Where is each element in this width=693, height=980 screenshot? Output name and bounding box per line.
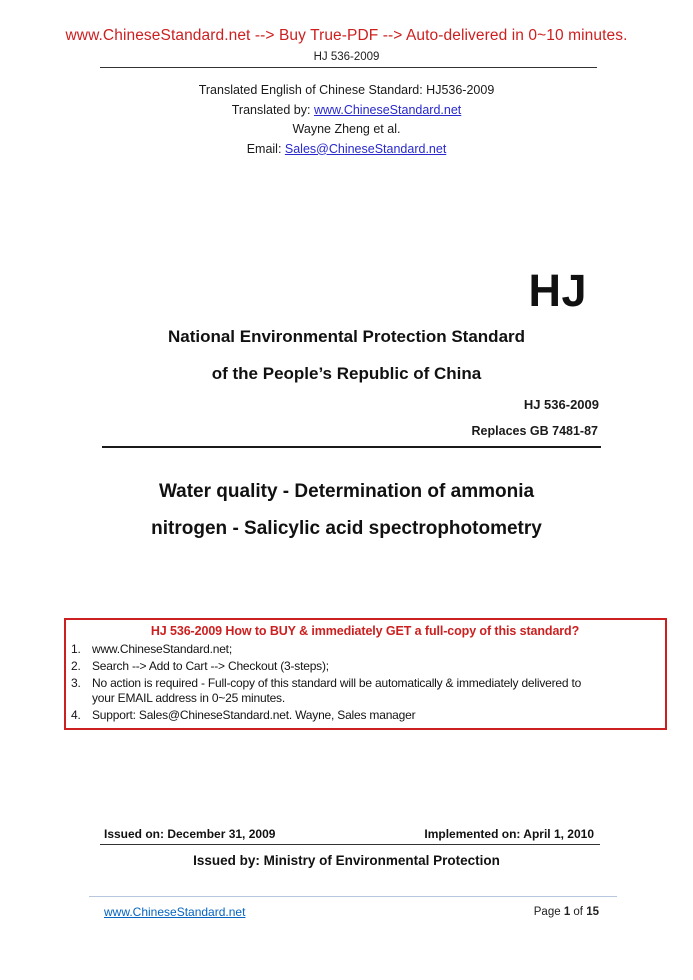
issued-by-label: Issued by: Ministry of Environmental Protection xyxy=(193,853,500,868)
header-divider xyxy=(100,67,597,68)
buy-instructions-box xyxy=(64,618,667,730)
translation-line2 xyxy=(0,101,693,121)
email-link[interactable]: Sales@ChineseStandard.net xyxy=(284,141,447,156)
buy-step-2 xyxy=(71,659,659,674)
implemented-on-label: Implemented on: April 1, 2010 xyxy=(424,827,594,841)
page-indicator xyxy=(534,906,599,918)
translation-block xyxy=(0,81,693,159)
buy-step-3-text: No action is required - Full-copy of this standard will be automatically & immediately delivered to your EMAIL address in 0~25 minutes. xyxy=(92,676,582,705)
buy-step-1-number: 1. xyxy=(71,642,81,656)
buy-step-3 xyxy=(71,676,659,706)
translator-names: Wayne Zheng et al. xyxy=(292,122,401,136)
footer-link[interactable]: www.ChineseStandard.net xyxy=(104,905,246,919)
page-of-label: of xyxy=(570,906,587,918)
issue-divider xyxy=(100,844,600,845)
page-label: Page xyxy=(533,906,564,918)
buy-step-1 xyxy=(71,642,659,657)
buy-step-1-text: www.ChineseStandard.net; xyxy=(92,642,232,656)
buy-step-2-number: 2. xyxy=(71,659,81,673)
doc-code-header: HJ 536-2009 xyxy=(313,51,380,63)
buy-step-4 xyxy=(71,708,659,723)
buy-box-title: HJ 536-2009 How to BUY & immediately GET a full-copy of this standard? xyxy=(150,624,580,638)
translation-line4 xyxy=(0,140,693,160)
issued-on-label: Issued on: December 31, 2009 xyxy=(104,827,276,841)
page-number: 1 xyxy=(563,906,571,918)
footer-divider xyxy=(89,896,617,897)
email-label: Email: xyxy=(246,141,285,156)
buy-step-4-number: 4. xyxy=(71,708,81,722)
buy-step-4-text: Support: Sales@ChineseStandard.net. Wayne, Sales manager xyxy=(92,708,416,722)
standard-code: HJ 536-2009 xyxy=(523,397,599,412)
doc-title-line1: Water quality - Determination of ammonia xyxy=(158,481,535,502)
standard-logo: HJ xyxy=(528,265,587,316)
translated-by-label: Translated by: xyxy=(231,102,314,117)
translation-line1: Translated English of Chinese Standard: HJ536-2009 xyxy=(198,83,495,97)
org-name-line1: National Environmental Protection Standard xyxy=(167,327,526,346)
doc-title-line2: nitrogen - Salicylic acid spectrophotometry xyxy=(151,518,542,539)
promo-banner: www.ChineseStandard.net --> Buy True-PDF --> Auto-delivered in 0~10 minutes. xyxy=(65,27,628,44)
buy-step-2-text: Search --> Add to Cart --> Checkout (3-steps); xyxy=(92,659,329,673)
page-total: 15 xyxy=(586,906,599,918)
replaces-note: Replaces GB 7481-87 xyxy=(471,424,598,438)
buy-step-3-number: 3. xyxy=(71,676,81,690)
org-name-line2: of the People’s Republic of China xyxy=(211,364,482,383)
translated-by-link[interactable]: www.ChineseStandard.net xyxy=(313,102,462,117)
standard-divider xyxy=(102,446,601,448)
